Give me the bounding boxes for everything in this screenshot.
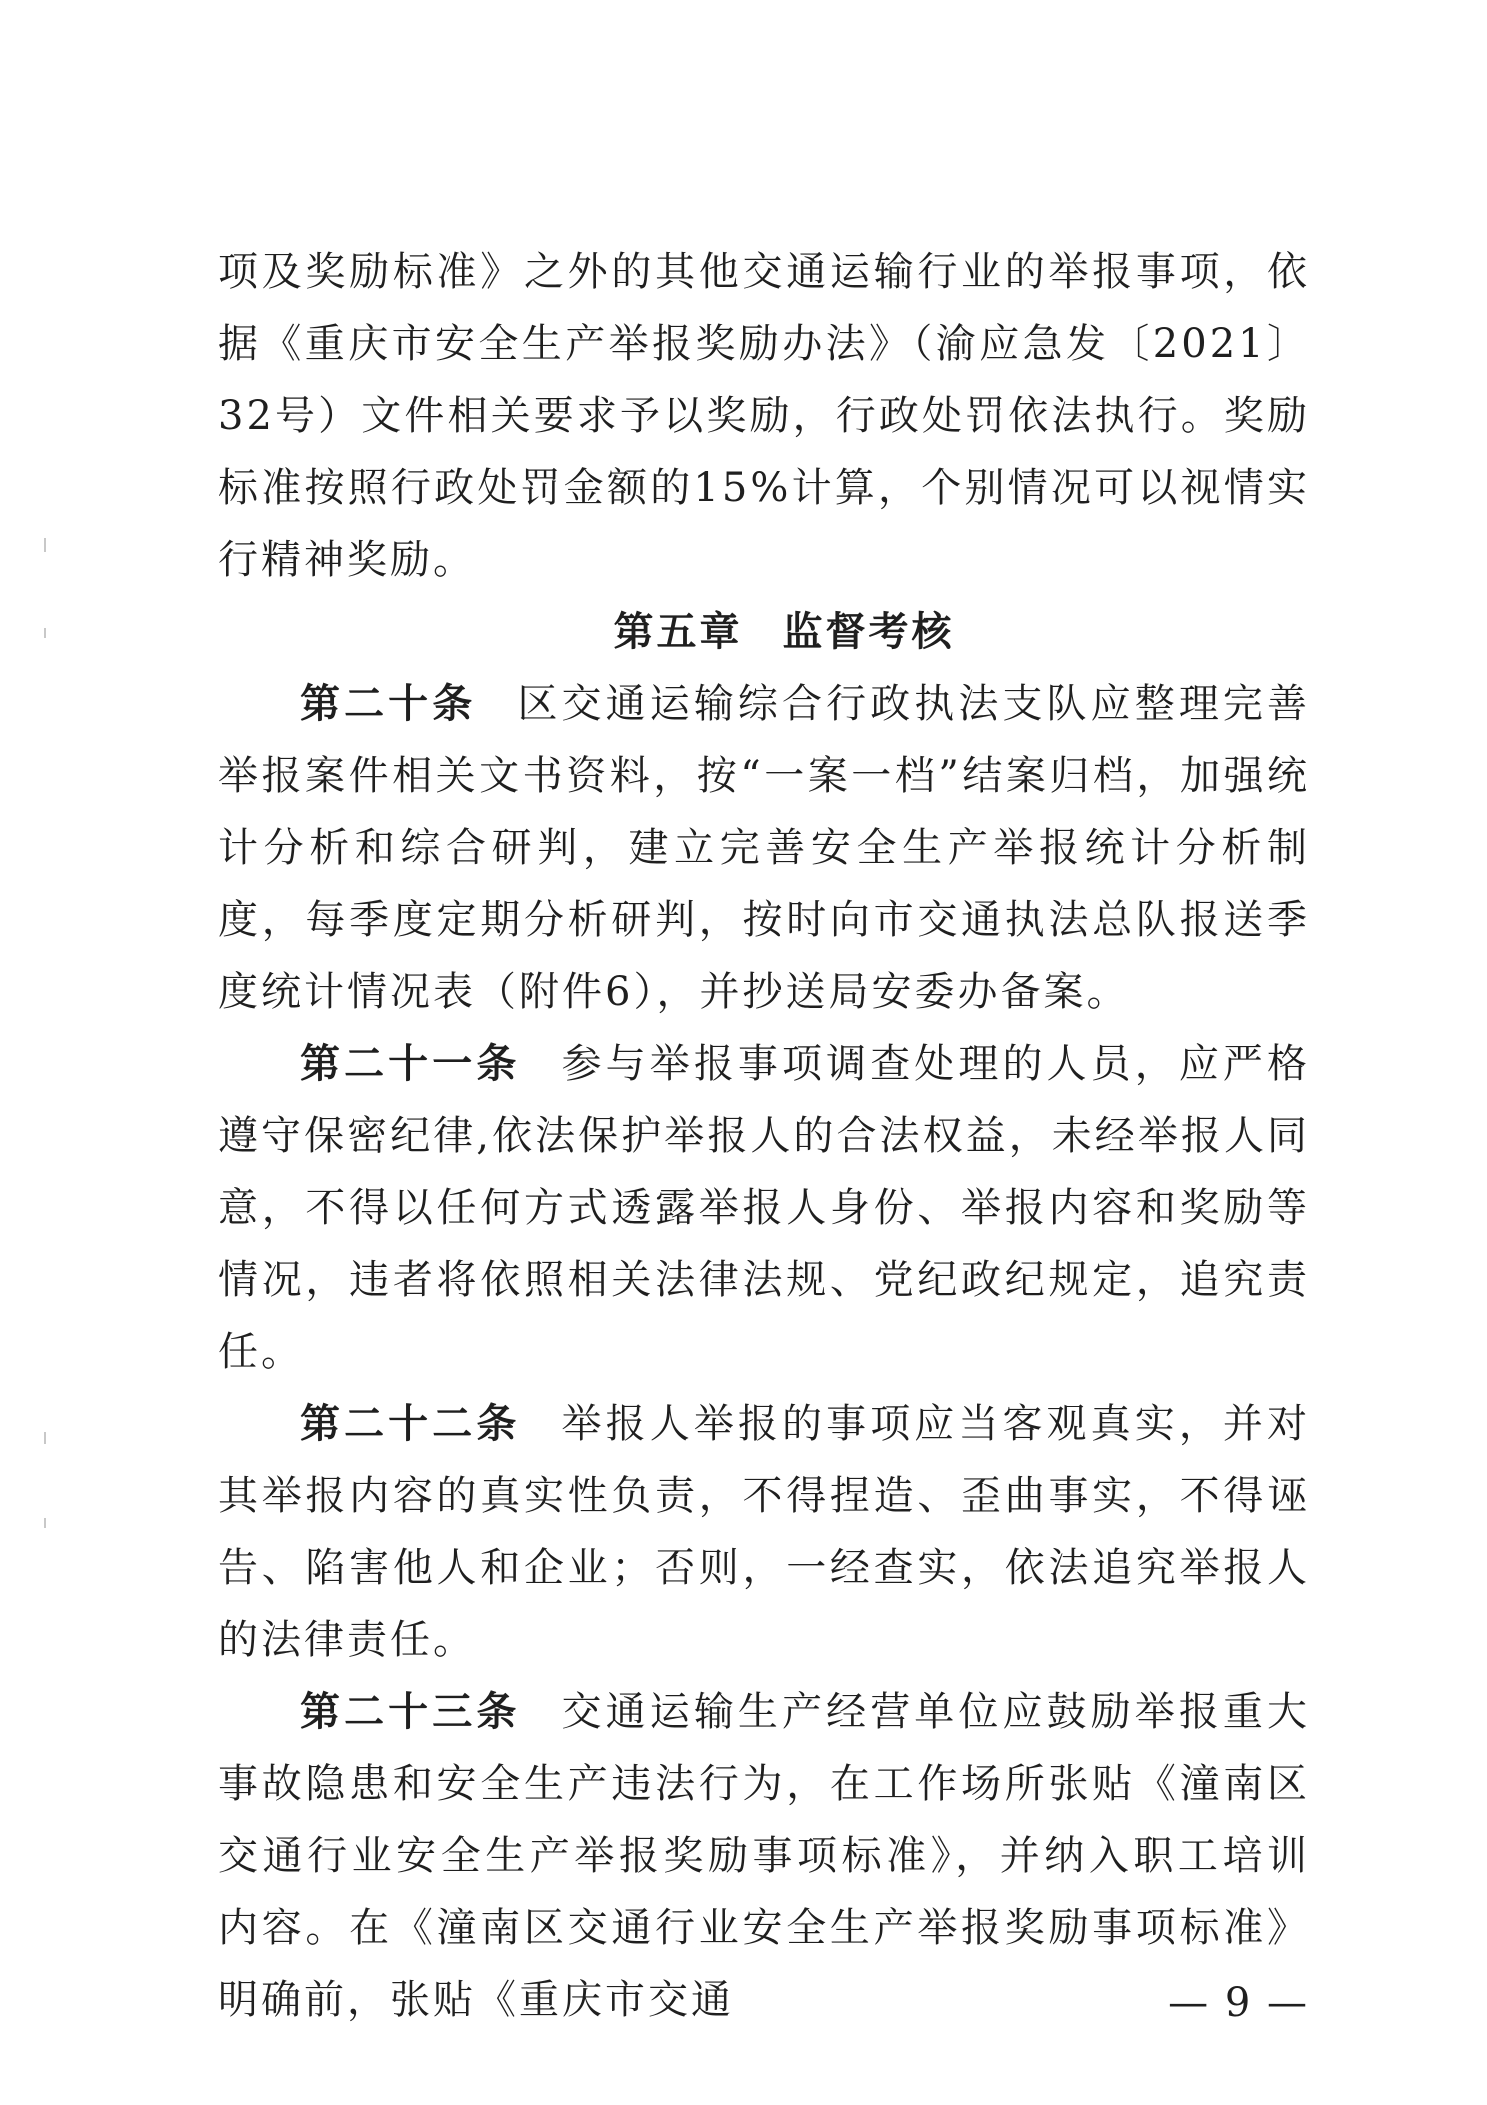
article-label: 第二十三条 <box>300 1688 521 1735</box>
body-text <box>218 236 1310 2036</box>
article-label: 第二十二条 <box>300 1400 521 1447</box>
article-text: 举报人举报的事项应当客观真实，并对其举报内容的真实性负责，不得捏造、歪曲事实，不得诬告、陷害他人和企业；否则，一经查实，依法追究举报人的法律责任。 <box>218 1401 1311 1663</box>
scan-artifact-mark <box>44 1518 46 1528</box>
article-20 <box>218 668 1310 1028</box>
chapter-title: 监督考核 <box>782 608 955 655</box>
article-label: 第二十一条 <box>300 1040 521 1087</box>
article-text: 区交通运输综合行政执法支队应整理完善举报案件相关文书资料，按“一案一档”结案归档，加强统计分析和综合研判，建立完善安全生产举报统计分析制度，每季度定期分析研判，按时向市交通执法总队报送季度统计情况表（附件6），并抄送局安委办备案。 <box>218 681 1311 1015</box>
article-text: 交通运输生产经营单位应鼓励举报重大事故隐患和安全生产违法行为，在工作场所张贴《潼南区交通行业安全生产举报奖励事项标准》，并纳入职工培训内容。在《潼南区交通行业安全生产举报奖励事项标准》明确前，张贴《重庆市交通 <box>218 1689 1311 2023</box>
scan-artifact-mark <box>44 538 46 552</box>
article-23 <box>218 1676 1310 2036</box>
article-label: 第二十条 <box>300 680 477 727</box>
chapter-heading <box>218 596 1310 668</box>
scan-artifact-mark <box>44 1432 46 1444</box>
article-22 <box>218 1388 1310 1676</box>
page-number: — 9 — <box>1168 1980 1309 2026</box>
scan-artifact-mark <box>44 628 46 638</box>
article-text: 参与举报事项调查处理的人员，应严格遵守保密纪律,依法保护举报人的合法权益，未经举报人同意，不得以任何方式透露举报人身份、举报内容和奖励等情况，违者将依照相关法律法规、党纪政纪规定，追究责任。 <box>218 1041 1311 1375</box>
chapter-number: 第五章 <box>613 608 743 655</box>
article-21 <box>218 1028 1310 1388</box>
continued-paragraph: 项及奖励标准》之外的其他交通运输行业的举报事项，依据《重庆市安全生产举报奖励办法》（渝应急发〔2021〕32号）文件相关要求予以奖励，行政处罚依法执行。奖励标准按照行政处罚金额的15%计算，个别情况可以视情实行精神奖励。 <box>218 249 1310 583</box>
